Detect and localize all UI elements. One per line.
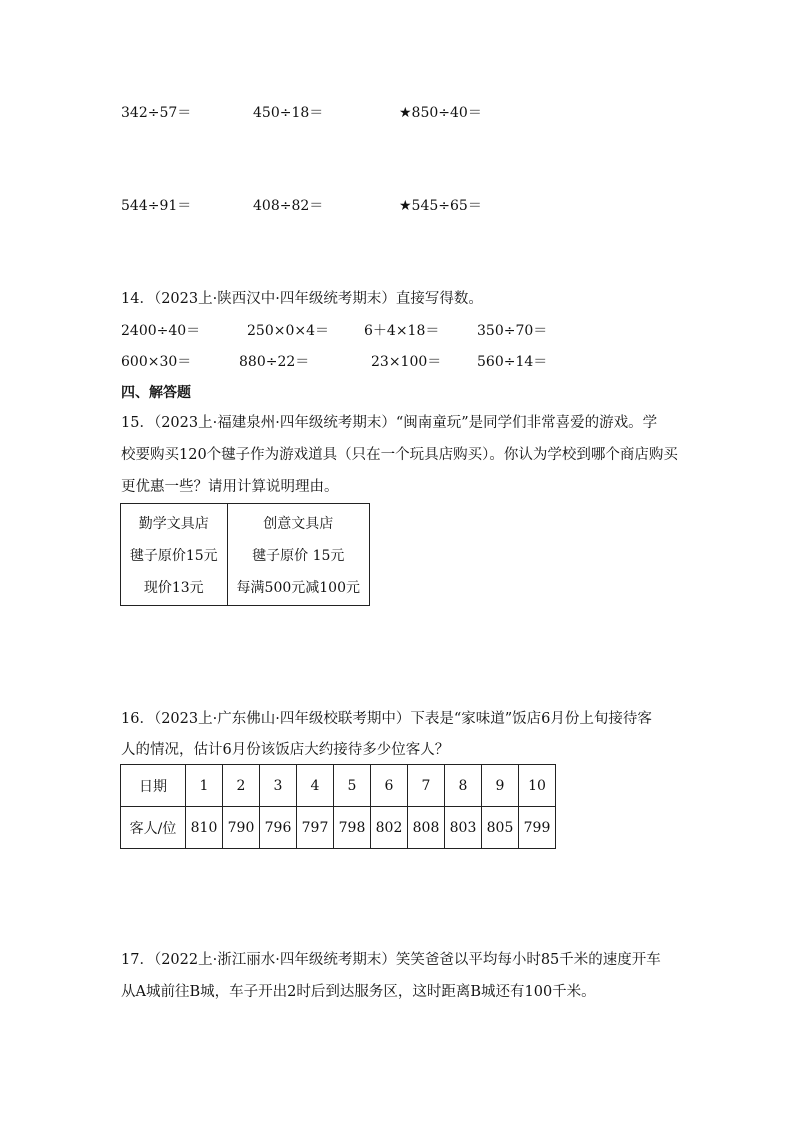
- table-row: [121, 765, 556, 807]
- q14-expr: 2400÷40＝: [121, 323, 201, 339]
- shop-cell-qinxue: [121, 504, 228, 606]
- q15-line: 更优惠一些？请用计算说明理由。: [121, 479, 339, 495]
- q16-line: 人的情况，估计6月份该饭店大约接待多少位客人？: [121, 742, 450, 758]
- date-cell: 4: [297, 765, 334, 807]
- guest-cell: 808: [408, 807, 445, 849]
- q14-expr: 560÷14＝: [477, 354, 548, 370]
- q14-title: 14．（2023上·陕西汉中·四年级统考期末）直接写得数。: [121, 291, 483, 307]
- q17-line: 从A城前往B城，车子开出2时后到达服务区，这时距离B城还有100千米。: [121, 984, 596, 1000]
- q14-expr: 250×0×4＝: [247, 323, 329, 339]
- row-label: 客人/位: [121, 807, 186, 849]
- q13-expr-3: ★850÷40＝: [399, 105, 482, 121]
- q15-line: 校要购买120个毽子作为游戏道具（只在一个玩具店购买）。你认为学校到哪个商店购买: [121, 447, 678, 463]
- date-cell: 9: [482, 765, 519, 807]
- date-cell: 6: [371, 765, 408, 807]
- guest-cell: 799: [519, 807, 556, 849]
- guest-cell: 802: [371, 807, 408, 849]
- shop-name: 勤学文具店: [138, 516, 209, 532]
- guest-cell: 796: [260, 807, 297, 849]
- date-cell: 1: [186, 765, 223, 807]
- guest-cell: 803: [445, 807, 482, 849]
- shop-name: 创意文具店: [263, 516, 334, 532]
- shop-cell-chuangyi: [227, 504, 369, 606]
- header-label: 日期: [121, 765, 186, 807]
- q14-expr: 880÷22＝: [239, 354, 310, 370]
- q14-expr: 600×30＝: [121, 354, 192, 370]
- guest-cell: 810: [186, 807, 223, 849]
- date-cell: 8: [445, 765, 482, 807]
- q13-expr-2: 450÷18＝: [253, 105, 324, 121]
- guest-cell: 798: [334, 807, 371, 849]
- q13-expr-1: 342÷57＝: [121, 105, 192, 121]
- original-price: 毽子原价15元: [129, 548, 218, 564]
- guest-cell: 805: [482, 807, 519, 849]
- date-cell: 3: [260, 765, 297, 807]
- guest-cell: 790: [223, 807, 260, 849]
- date-cell: 7: [408, 765, 445, 807]
- q14-expr: 23×100＝: [371, 354, 442, 370]
- discount-rule: 每满500元减100元: [236, 580, 360, 596]
- date-cell: 2: [223, 765, 260, 807]
- q14-expr: 350÷70＝: [477, 323, 548, 339]
- original-price: 毽子原价 15元: [252, 548, 345, 564]
- current-price: 现价13元: [143, 580, 204, 596]
- q13-expr-4: 544÷91＝: [121, 198, 192, 214]
- q16-line: 16．（2023上·广东佛山·四年级校联考期中）下表是“家味道”饭店6月份上旬接待客: [121, 711, 652, 727]
- shop-price-table: [120, 503, 370, 606]
- q13-expr-6: ★545÷65＝: [399, 198, 482, 214]
- table-row: [121, 807, 556, 849]
- q15-line: 15．（2023上·福建泉州·四年级统考期末）“闽南童玩”是同学们非常喜爱的游戏。学: [121, 415, 658, 431]
- section-title: 四、解答题: [121, 385, 191, 401]
- date-cell: 5: [334, 765, 371, 807]
- date-cell: 10: [519, 765, 556, 807]
- guest-table: [120, 764, 556, 849]
- q13-expr-5: 408÷82＝: [253, 198, 324, 214]
- q14-expr: 6＋4×18＝: [364, 323, 440, 339]
- q17-line: 17．（2022上·浙江丽水·四年级统考期末）笑笑爸爸以平均每小时85千米的速度开车: [121, 952, 661, 968]
- guest-cell: 797: [297, 807, 334, 849]
